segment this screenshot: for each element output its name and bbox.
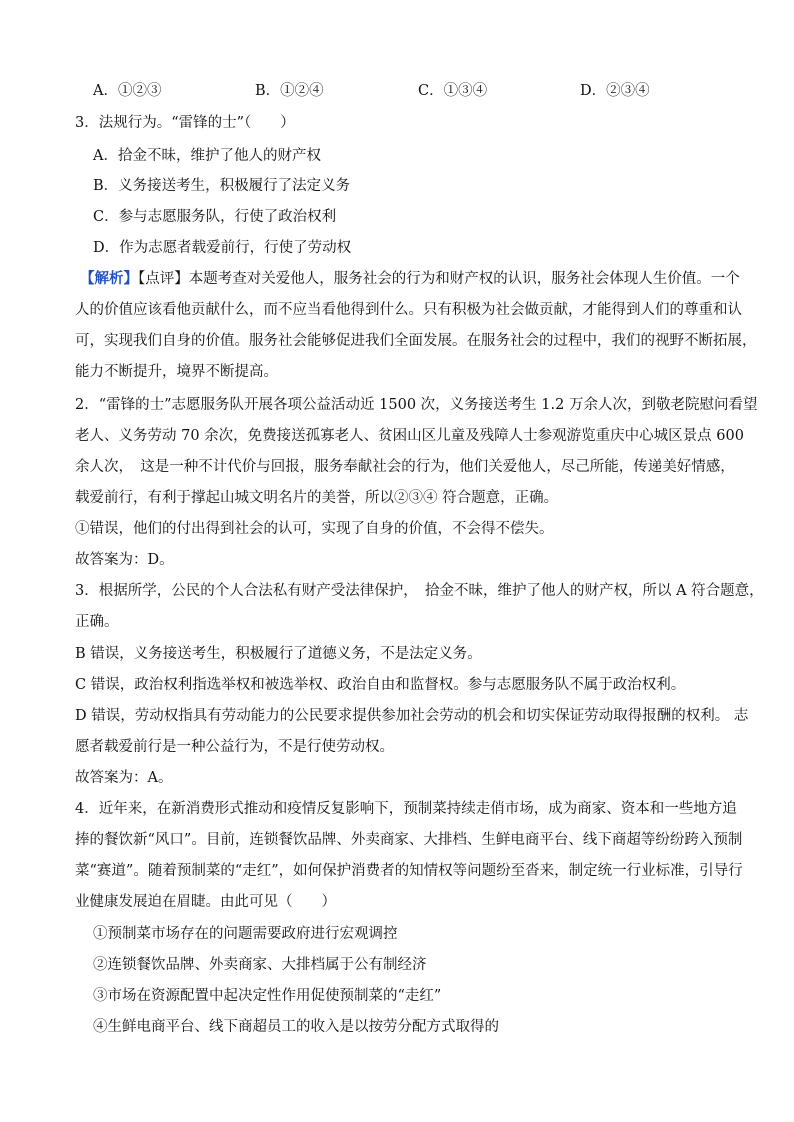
q3-option-b: B．义务接送考生，积极履行了法定义务 — [93, 178, 351, 194]
q2-option-d: D．②③④ — [580, 83, 650, 99]
q2-option-b: B．①②④ — [255, 83, 324, 99]
q3-option-d: D．作为志愿者载爱前行，行使了劳动权 — [93, 240, 352, 256]
analysis-line-3: 可，实现我们自身的价值。服务社会能够促进我们全面发展。在服务社会的过程中，我们的视野不断拓展， — [75, 333, 757, 349]
body-line: 4．近年来，在新消费形式推动和疫情反复影响下，预制菜持续走俏市场，成为商家、资本和一些地方追 — [75, 801, 737, 817]
body-line: 业健康发展迫在眉睫。由此可见（ ） — [75, 894, 336, 910]
body-line: 捧的餐饮新“风口”。目前，连锁餐饮品牌、外卖商家、大排档、生鲜电商平台、线下商超等纷纷跨入预制 — [75, 832, 743, 848]
body-line: 余人次， 这是一种不计代价与回报，服务奉献社会的行为，他们关爱他人，尽己所能，传递美好情感， — [75, 459, 735, 475]
body-line: 故答案为：D。 — [75, 552, 174, 568]
q2-option-a: A．①②③ — [93, 83, 162, 99]
q2-option-c: C．①③④ — [418, 83, 488, 99]
q2-options-row — [93, 81, 753, 103]
body-line: 菜“赛道”。随着预制菜的“走红”，如何保护消费者的知情权等问题纷至沓来，制定统一行业标准，引导行 — [75, 863, 743, 879]
q4-item-4: ④生鲜电商平台、线下商超员工的收入是以按劳分配方式取得的 — [93, 1019, 499, 1035]
q3-option-a: A．拾金不昧，维护了他人的财产权 — [93, 148, 321, 164]
body-line: 愿者载爱前行是一种公益行为，不是行使劳动权。 — [75, 739, 394, 755]
body-line: 载爱前行，有利于撑起山城文明名片的美誉，所以②③④ 符合题意，正确。 — [75, 490, 559, 506]
body-line: 2．“雷锋的士”志愿服务队开展各项公益活动近 1500 次，义务接送考生 1.2 万余人次，到敬老院慰问看望 — [75, 397, 758, 413]
q3-stem: 3．法规行为。“雷锋的士”（ ） — [75, 115, 295, 131]
body-line: B 错误，义务接送考生，积极履行了道德义务，不是法定义务。 — [75, 646, 482, 662]
analysis-line-2: 人的价值应该看他贡献什么，而不应当看他得到什么。只有积极为社会做贡献，才能得到人们的尊重和认 — [75, 302, 742, 318]
body-line: 老人、义务劳动 70 余次，免费接送孤寡老人、贫困山区儿童及残障人士参观游览重庆中心城区景点 600 — [75, 428, 744, 444]
q4-item-3: ③市场在资源配置中起决定性作用促使预制菜的“走红” — [93, 988, 442, 1004]
body-line: 正确。 — [75, 614, 119, 630]
q4-item-1: ①预制菜市场存在的问题需要政府进行宏观调控 — [93, 926, 398, 942]
q4-item-2: ②连锁餐饮品牌、外卖商家、大排档属于公有制经济 — [93, 957, 427, 973]
q3-option-c: C．参与志愿服务队，行使了政治权利 — [93, 209, 337, 225]
analysis-tag: 【解析】 — [80, 270, 138, 287]
body-line: 故答案为：A。 — [75, 770, 173, 786]
body-line: 3．根据所学，公民的个人合法私有财产受法律保护， 拾金不昧，维护了他人的财产权，所以 A 符合题意， — [75, 583, 764, 599]
analysis-line-1: 【解析】【点评】本题考查对关爱他人，服务社会的行为和财产权的认识，服务社会体现人生价值。一个 — [80, 270, 740, 287]
body-line: D 错误，劳动权指具有劳动能力的公民要求提供参加社会劳动的机会和切实保证劳动取得报酬的权利。 志 — [75, 708, 749, 724]
analysis-line-4: 能力不断提升，境界不断提高。 — [75, 364, 278, 380]
body-line: C 错误，政治权利指选举权和被选举权、政治自由和监督权。参与志愿服务队不属于政治权利。 — [75, 677, 686, 693]
body-line: ①错误，他们的付出得到社会的认可，实现了自身的价值，不会得不偿失。 — [75, 521, 554, 537]
